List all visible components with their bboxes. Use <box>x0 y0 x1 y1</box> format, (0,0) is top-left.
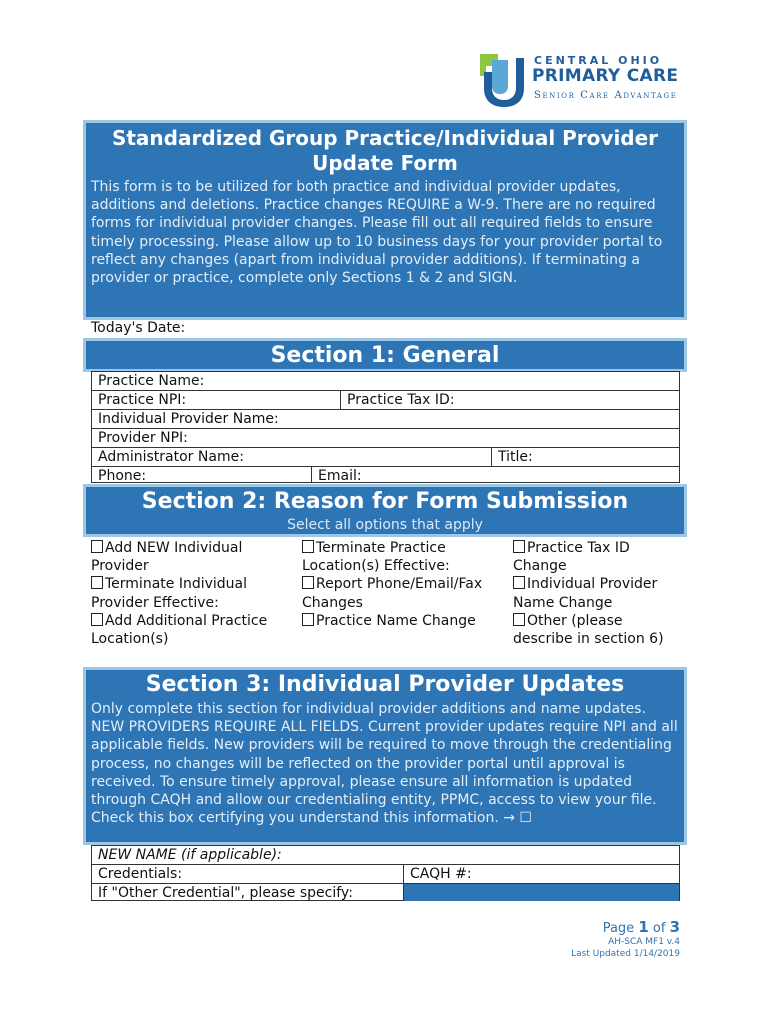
email-field[interactable]: Email: <box>311 467 679 483</box>
title-field[interactable]: Title: <box>491 448 679 466</box>
practice-tax-id-field[interactable]: Practice Tax ID: <box>340 391 679 409</box>
option-report-phone-email-fax[interactable]: Report Phone/Email/Fax Changes <box>302 576 483 611</box>
page-number: Page 1 of 3 <box>602 918 680 936</box>
logo-mark-icon <box>478 52 526 108</box>
row-individual-provider-name <box>92 410 679 429</box>
checkbox-icon[interactable] <box>91 540 103 553</box>
other-credential-input[interactable] <box>403 884 679 901</box>
option-terminate-provider[interactable]: Terminate Individual Provider Effective: <box>91 576 248 611</box>
form-title-line-2: Update Form <box>312 151 458 175</box>
option-practice-name-change[interactable]: Practice Name Change <box>302 612 492 630</box>
logo-line-1: CENTRAL OHIO <box>534 54 663 67</box>
last-updated: Last Updated 1/14/2019 <box>571 949 680 959</box>
intro-text: This form is to be utilized for both practice and individual provider updates, additions and deletions. Practice changes REQUIRE a W-9. There are no required forms for individual provider changes. Please fill out all required fields to ensure timely processing. Please allow up to 10 business days for your provider portal to reflect any changes (apart from individual provider additions). If terminating a provider or practice, complete only Sections 1 & 2 and SIGN. <box>91 179 663 287</box>
logo-line-3: Senior Care Advantage <box>534 90 678 101</box>
row-other-credential <box>92 884 679 901</box>
row-practice-npi <box>92 391 679 410</box>
logo <box>478 52 683 108</box>
section-3-table <box>91 845 680 901</box>
section-2-subtitle: Select all options that apply <box>287 517 483 533</box>
option-add-practice-location[interactable]: Add Additional Practice Location(s) <box>91 612 268 648</box>
options-column-3 <box>513 539 683 648</box>
caqh-field[interactable]: CAQH #: <box>403 865 679 883</box>
logo-line-2: PRIMARY CARE <box>532 66 679 86</box>
section-1-header <box>83 338 687 372</box>
checkbox-icon[interactable] <box>91 613 103 626</box>
other-credential-label: If "Other Credential", please specify: <box>98 885 353 901</box>
practice-npi-field[interactable]: Practice NPI: <box>98 392 187 408</box>
practice-name-field[interactable]: Practice Name: <box>98 373 205 389</box>
checkbox-icon[interactable] <box>302 540 314 553</box>
checkbox-icon[interactable] <box>302 576 314 589</box>
individual-provider-name-field[interactable]: Individual Provider Name: <box>98 411 279 427</box>
section-3-box <box>83 667 687 845</box>
form-title-line-1: Standardized Group Practice/Individual Provider <box>111 126 659 150</box>
option-terminate-practice[interactable]: Terminate Practice Location(s) Effective: <box>302 540 450 575</box>
options-column-1 <box>91 539 281 648</box>
todays-date-label: Today's Date: <box>91 320 186 336</box>
option-provider-name-change[interactable]: Individual Provider Name Change <box>513 576 658 611</box>
section-2-header <box>83 484 687 537</box>
section-2-title: Section 2: Reason for Form Submission <box>141 489 629 514</box>
row-credentials <box>92 865 679 884</box>
option-other[interactable]: Other (please describe in section 6) <box>513 612 664 648</box>
checkbox-icon[interactable] <box>513 576 525 589</box>
checkbox-icon[interactable] <box>91 576 103 589</box>
row-administrator <box>92 448 679 467</box>
form-title <box>86 126 684 176</box>
option-add-new-provider[interactable]: Add NEW Individual Provider <box>91 540 243 575</box>
section-1-table <box>91 371 680 483</box>
section-3-title: Section 3: Individual Provider Updates <box>145 672 625 697</box>
section-1-title: Section 1: General <box>270 343 500 368</box>
provider-npi-field[interactable]: Provider NPI: <box>98 430 188 446</box>
row-practice-name[interactable] <box>92 372 679 391</box>
checkbox-icon[interactable] <box>302 613 314 626</box>
new-name-field[interactable]: NEW NAME (if applicable): <box>98 847 282 863</box>
intro-box <box>83 120 687 320</box>
row-new-name <box>92 846 679 865</box>
phone-field[interactable]: Phone: <box>98 468 147 484</box>
row-provider-npi <box>92 429 679 448</box>
credentials-field[interactable]: Credentials: <box>98 866 183 882</box>
section-3-text: Only complete this section for individual provider additions and name updates. NEW PROVIDERS REQUIRE ALL FIELDS. Current provider updates require NPI and all applicable fields. New providers will be required to move through the credentialing process, no changes will be reflected on the provider portal until approval is received. To ensure timely approval, please ensure all information is updated through CAQH and allow our credentialing entity, PPMC, access to view your file. Check this box certifying you understand this information. → ☐ <box>91 701 678 827</box>
row-phone-email <box>92 467 679 483</box>
checkbox-icon[interactable] <box>513 613 525 626</box>
option-practice-tax-id-change[interactable]: Practice Tax ID Change <box>513 540 630 575</box>
options-column-2 <box>302 539 492 630</box>
checkbox-icon[interactable] <box>513 540 525 553</box>
form-id: AH-SCA MF1 v.4 <box>608 937 680 947</box>
administrator-name-field[interactable]: Administrator Name: <box>98 449 244 465</box>
